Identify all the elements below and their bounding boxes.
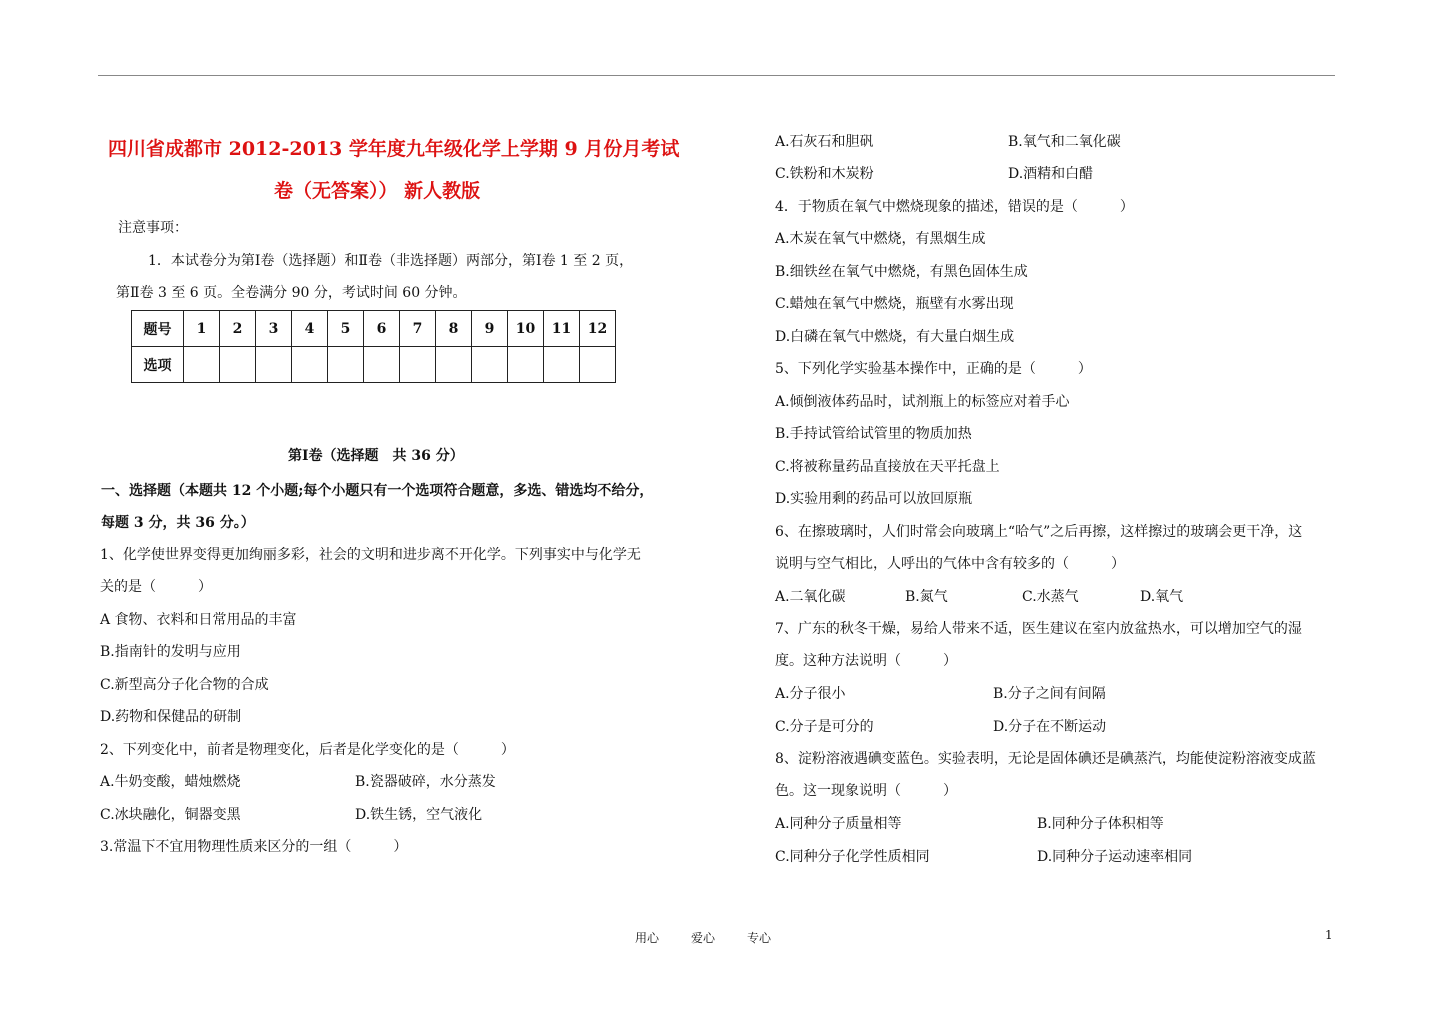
answer-number-1: 1 [184, 311, 220, 347]
q7-stem-line2: 度。这种方法说明（ ） [775, 653, 957, 669]
q2-option-b: B.瓷器破碎，水分蒸发 [355, 774, 496, 790]
q7-stem-line1: 7、广东的秋冬干燥，易给人带来不适，医生建议在室内放盆热水，可以增加空气的湿 [775, 621, 1302, 637]
q5-stem: 5、下列化学实验基本操作中，正确的是（ ） [775, 361, 1092, 377]
q1-option-a: A 食物、衣料和日常用品的丰富 [100, 612, 297, 628]
footer-word-1: 用心 [635, 931, 660, 945]
answer-cell-3 [256, 347, 292, 383]
top-rule [98, 75, 1335, 76]
answer-cell-9 [472, 347, 508, 383]
answer-number-3: 3 [256, 311, 292, 347]
answer-cell-11 [544, 347, 580, 383]
q1-option-c: C.新型高分子化合物的合成 [100, 677, 269, 693]
doc-title-line1: 四川省成都市 2012-2013 学年度九年级化学上学期 9 月份月考试 [108, 138, 680, 160]
q1-option-b: B.指南针的发明与应用 [100, 644, 241, 660]
q5-option-a: A.倾倒液体药品时，试剂瓶上的标签应对着手心 [775, 394, 1070, 410]
q5-option-b: B.手持试管给试管里的物质加热 [775, 426, 972, 442]
answer-cell-1 [184, 347, 220, 383]
section-instructions-line2: 每题 3 分，共 36 分。） [101, 515, 255, 531]
section-instructions-line1: 一、选择题（本题共 12 个小题;每个小题只有一个选项符合题意，多选、错选均不给分， [101, 483, 654, 499]
q6-stem-line2: 说明与空气相比，人呼出的气体中含有较多的（ ） [775, 556, 1125, 572]
answer-cell-8 [436, 347, 472, 383]
q7-option-d: D.分子在不断运动 [993, 719, 1107, 735]
doc-title-line2: 卷（无答案）） 新人教版 [274, 180, 481, 202]
q6-option-b: B.氮气 [905, 589, 948, 605]
q6-stem-line1: 6、在擦玻璃时，人们时常会向玻璃上“哈气”之后再擦，这样擦过的玻璃会更干净，这 [775, 524, 1303, 540]
answer-number-9: 9 [472, 311, 508, 347]
answer-table-header-number: 题号 [132, 311, 184, 347]
answer-table-header-option: 选项 [132, 347, 184, 383]
q1-stem-line1: 1、化学使世界变得更加绚丽多彩，社会的文明和进步离不开化学。下列事实中与化学无 [100, 547, 641, 563]
answer-cell-10 [508, 347, 544, 383]
answer-number-2: 2 [220, 311, 256, 347]
answer-number-12: 12 [580, 311, 616, 347]
q8-stem-line2: 色。这一现象说明（ ） [775, 783, 957, 799]
q2-stem: 2、下列变化中，前者是物理变化，后者是化学变化的是（ ） [100, 742, 515, 758]
q3-option-d: D.酒精和白醋 [1008, 166, 1094, 182]
answer-cell-2 [220, 347, 256, 383]
q6-option-d: D.氧气 [1140, 589, 1184, 605]
answer-number-6: 6 [364, 311, 400, 347]
q6-option-c: C.水蒸气 [1022, 589, 1079, 605]
q7-option-c: C.分子是可分的 [775, 719, 874, 735]
q4-option-b: B.细铁丝在氧气中燃烧，有黑色固体生成 [775, 264, 1028, 280]
q4-option-a: A.木炭在氧气中燃烧，有黑烟生成 [775, 231, 986, 247]
q7-option-b: B.分子之间有间隔 [993, 686, 1106, 702]
notes-item1-line2: 第Ⅱ卷 3 至 6 页。全卷满分 90 分，考试时间 60 分钟。 [116, 285, 467, 301]
q4-stem: 4．于物质在氧气中燃烧现象的描述，错误的是（ ） [775, 199, 1134, 215]
answer-number-10: 10 [508, 311, 544, 347]
notes-item1-line1: 1．本试卷分为第Ⅰ卷（选择题）和Ⅱ卷（非选择题）两部分，第Ⅰ卷 1 至 2 页， [148, 253, 634, 269]
q1-option-d: D.药物和保健品的研制 [100, 709, 242, 725]
q8-option-a: A.同种分子质量相等 [775, 816, 902, 832]
q2-option-c: C.冰块融化，铜器变黑 [100, 807, 241, 823]
answer-number-4: 4 [292, 311, 328, 347]
q5-option-d: D.实验用剩的药品可以放回原瓶 [775, 491, 973, 507]
answer-cell-6 [364, 347, 400, 383]
answer-number-5: 5 [328, 311, 364, 347]
answer-number-11: 11 [544, 311, 580, 347]
notes-heading: 注意事项： [118, 220, 188, 236]
q4-option-c: C.蜡烛在氧气中燃烧，瓶壁有水雾出现 [775, 296, 1014, 312]
q1-stem-line2: 关的是（ ） [100, 579, 212, 595]
answer-table-number-row [132, 311, 616, 347]
q8-option-d: D.同种分子运动速率相同 [1037, 849, 1193, 865]
q4-option-d: D.白磷在氧气中燃烧，有大量白烟生成 [775, 329, 1015, 345]
q8-option-c: C.同种分子化学性质相同 [775, 849, 930, 865]
q8-option-b: B.同种分子体积相等 [1037, 816, 1164, 832]
answer-cell-4 [292, 347, 328, 383]
page-number: 1 [1325, 928, 1333, 942]
q2-option-a: A.牛奶变酸，蜡烛燃烧 [100, 774, 241, 790]
answer-table [131, 310, 616, 383]
answer-table-option-row [132, 347, 616, 383]
answer-number-8: 8 [436, 311, 472, 347]
answer-cell-12 [580, 347, 616, 383]
q3-option-c: C.铁粉和木炭粉 [775, 166, 874, 182]
answer-cell-5 [328, 347, 364, 383]
q3-option-b: B.氧气和二氧化碳 [1008, 134, 1121, 150]
q3-option-a: A.石灰石和胆矾 [775, 134, 874, 150]
q3-stem: 3.常温下不宜用物理性质来区分的一组（ ） [100, 839, 408, 855]
answer-cell-7 [400, 347, 436, 383]
footer-word-3: 专心 [747, 931, 772, 945]
q2-option-d: D.铁生锈，空气液化 [355, 807, 483, 823]
q5-option-c: C.将被称量药品直接放在天平托盘上 [775, 459, 1000, 475]
q7-option-a: A.分子很小 [775, 686, 846, 702]
q6-option-a: A.二氧化碳 [775, 589, 846, 605]
answer-number-7: 7 [400, 311, 436, 347]
footer-word-2: 爱心 [691, 931, 716, 945]
q8-stem-line1: 8、淀粉溶液遇碘变蓝色。实验表明，无论是固体碘还是碘蒸汽，均能使淀粉溶液变成蓝 [775, 751, 1316, 767]
section-title: 第Ⅰ卷（选择题 共 36 分） [288, 448, 464, 464]
